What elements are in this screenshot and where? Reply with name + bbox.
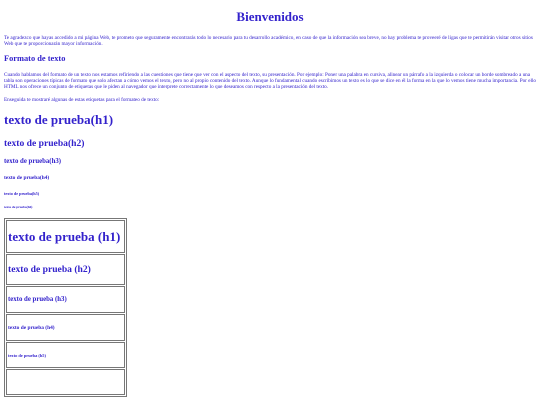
table-row	[6, 342, 125, 368]
table-cell-h1: texto de prueba (h1)	[6, 220, 125, 253]
table-row	[6, 286, 125, 313]
heading-sample-h3: texto de prueba(h3)	[4, 158, 62, 166]
heading-table	[4, 218, 127, 397]
page-title: Bienvenidos	[236, 9, 304, 24]
heading-sample-h4: texto de prueba(h4)	[4, 175, 50, 182]
welcome-paragraph: Te agradezco que hayas accedido a mi página Web, te prometo que seguramente encontrarás todo lo necesario para tu desarrollo académico, en caso de que la información sea breve, no hay problema te proveeré de ligas que te permitirán visitar otros sitios Web que te proporcionarán mayor información.	[4, 35, 533, 48]
table-cell-h6	[6, 369, 125, 395]
table-row	[6, 220, 125, 253]
intro-line: Enseguida te mostraré algunas de estas etiquetas para el formateo de texto:	[4, 97, 160, 104]
table-row	[6, 369, 125, 395]
table-cell-h2: texto de prueba (h2)	[6, 254, 125, 285]
heading-sample-h2: texto de prueba(h2)	[4, 138, 85, 150]
heading-sample-h6: texto de prueba(h6)	[4, 205, 33, 210]
table-cell-h5: texto de prueba (h5)	[6, 342, 125, 368]
table-row	[6, 254, 125, 285]
heading-sample-h1: texto de prueba(h1)	[4, 112, 114, 128]
page-content	[0, 10, 540, 397]
table-cell-h4: texto de prueba (h4)	[6, 314, 125, 341]
table-cell-h3: texto de prueba (h3)	[6, 286, 125, 313]
section-heading: Formato de texto	[4, 54, 66, 64]
table-row	[6, 314, 125, 341]
section-paragraph: Cuando hablamos del formato de un texto nos estamos refiriendo a las cuestiones que tiene que ver con el aspecto del texto, su presentación. Por ejemplo: Poner una palabra en cursiva, alinear un párrafo a la izquierda o colocar un borde sombreado a una tabla son operaciones típicas de formato que solo afectan a cómo vemos el texto, pero no al propio contenido del texto. Aunque lo fundamental cuando escribimos un texto es lo que se dice en él la forma en la que lo vemos tiene mucha importancia. Por ello HTML nos ofrece un conjunto de etiquetas que le piden al navegador que interprete correctamente lo que deseamos con respecto a la presentación del texto.	[4, 72, 536, 91]
heading-sample-h5: texto de prueba(h5)	[4, 191, 40, 197]
